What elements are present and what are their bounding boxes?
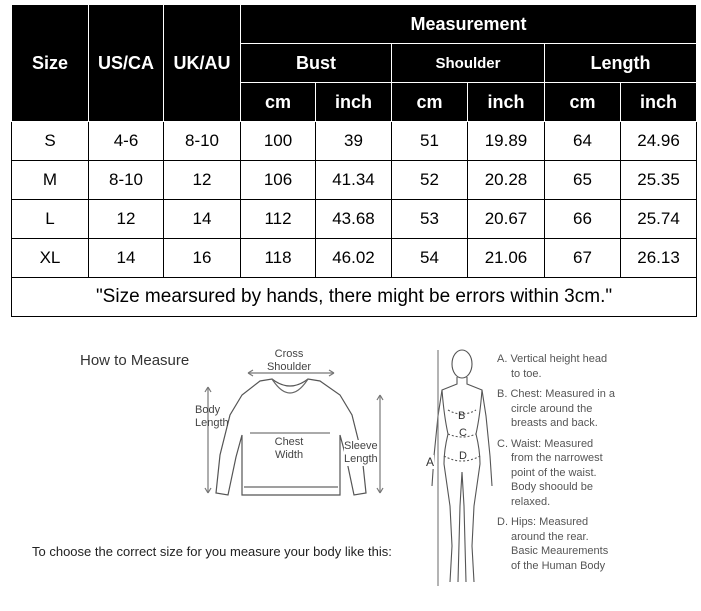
cell-us-ca: 4-6: [89, 122, 164, 161]
cell-shoulder-inch: 19.89: [468, 122, 545, 161]
header-shoulder: Shoulder: [392, 44, 545, 83]
header-measurement: Measurement: [241, 5, 697, 44]
cell-us-ca: 8-10: [89, 161, 164, 200]
body-figure-diagram: [420, 346, 500, 596]
cell-bust-cm: 118: [241, 239, 316, 278]
cell-us-ca: 12: [89, 200, 164, 239]
header-uk-au: UK/AU: [164, 5, 241, 122]
table-row: [12, 122, 697, 161]
legend-item-b: B. Chest: Measured in a circle around the breasts and back.: [497, 388, 616, 429]
header-length-cm: cm: [545, 83, 621, 122]
cell-bust-inch: 43.68: [316, 200, 392, 239]
header-shoulder-cm: cm: [392, 83, 468, 122]
cell-bust-cm: 106: [241, 161, 316, 200]
header-bust: Bust: [241, 44, 392, 83]
table-row: [12, 161, 697, 200]
cell-length-cm: 66: [545, 200, 621, 239]
legend-item-a: A. Vertical height head to toe.: [497, 353, 608, 380]
legend-item-d: D. Hips: Measured around the rear. Basic Meaurements of the Human Body: [497, 516, 609, 572]
header-length: Length: [545, 44, 697, 83]
cell-length-cm: 67: [545, 239, 621, 278]
size-chart-table: [11, 4, 697, 317]
legend-item-c: C. Waist: Measured from the narrowest point of the waist. Body shoould be relaxed.: [497, 437, 603, 508]
table-row: [12, 239, 697, 278]
header-bust-inch: inch: [316, 83, 392, 122]
cell-length-inch: 26.13: [621, 239, 697, 278]
cell-shoulder-cm: 54: [392, 239, 468, 278]
mark-b: B: [458, 410, 466, 422]
cell-size: M: [12, 161, 89, 200]
cell-length-cm: 64: [545, 122, 621, 161]
measurement-legend: [497, 352, 697, 579]
cell-shoulder-inch: 20.67: [468, 200, 545, 239]
measurement-note: "Size mearsured by hands, there might be errors within 3cm.": [12, 278, 697, 317]
chest-width-label: Chest Width: [272, 436, 306, 462]
mark-c: C: [459, 427, 467, 439]
cell-length-inch: 25.74: [621, 200, 697, 239]
header-shoulder-inch: inch: [468, 83, 545, 122]
cell-shoulder-cm: 51: [392, 122, 468, 161]
cell-size: XL: [12, 239, 89, 278]
cell-bust-cm: 100: [241, 122, 316, 161]
cell-bust-inch: 41.34: [316, 161, 392, 200]
cell-us-ca: 14: [89, 239, 164, 278]
cell-bust-cm: 112: [241, 200, 316, 239]
body-length-label: Body Length: [195, 404, 229, 429]
cell-size: L: [12, 200, 89, 239]
cell-length-inch: 24.96: [621, 122, 697, 161]
mark-d: D: [459, 450, 467, 462]
cell-shoulder-cm: 52: [392, 161, 468, 200]
cell-uk-au: 12: [164, 161, 241, 200]
cell-bust-inch: 39: [316, 122, 392, 161]
header-length-inch: inch: [621, 83, 697, 122]
header-us-ca: US/CA: [89, 5, 164, 122]
instruction-text: To choose the correct size for you measure your body like this:: [32, 544, 392, 559]
cell-uk-au: 8-10: [164, 122, 241, 161]
table-row: [12, 200, 697, 239]
cell-uk-au: 16: [164, 239, 241, 278]
header-size: Size: [12, 5, 89, 122]
cell-length-cm: 65: [545, 161, 621, 200]
cell-shoulder-inch: 20.28: [468, 161, 545, 200]
mark-a: A: [426, 455, 435, 469]
cell-bust-inch: 46.02: [316, 239, 392, 278]
cell-length-inch: 25.35: [621, 161, 697, 200]
how-to-measure-title: How to Measure: [80, 352, 190, 369]
cross-shoulder-label: Cross Shoulder: [266, 348, 312, 373]
cell-shoulder-inch: 21.06: [468, 239, 545, 278]
cell-uk-au: 14: [164, 200, 241, 239]
cell-shoulder-cm: 53: [392, 200, 468, 239]
header-bust-cm: cm: [241, 83, 316, 122]
cell-size: S: [12, 122, 89, 161]
sleeve-length-label: Sleeve Length: [344, 440, 378, 465]
